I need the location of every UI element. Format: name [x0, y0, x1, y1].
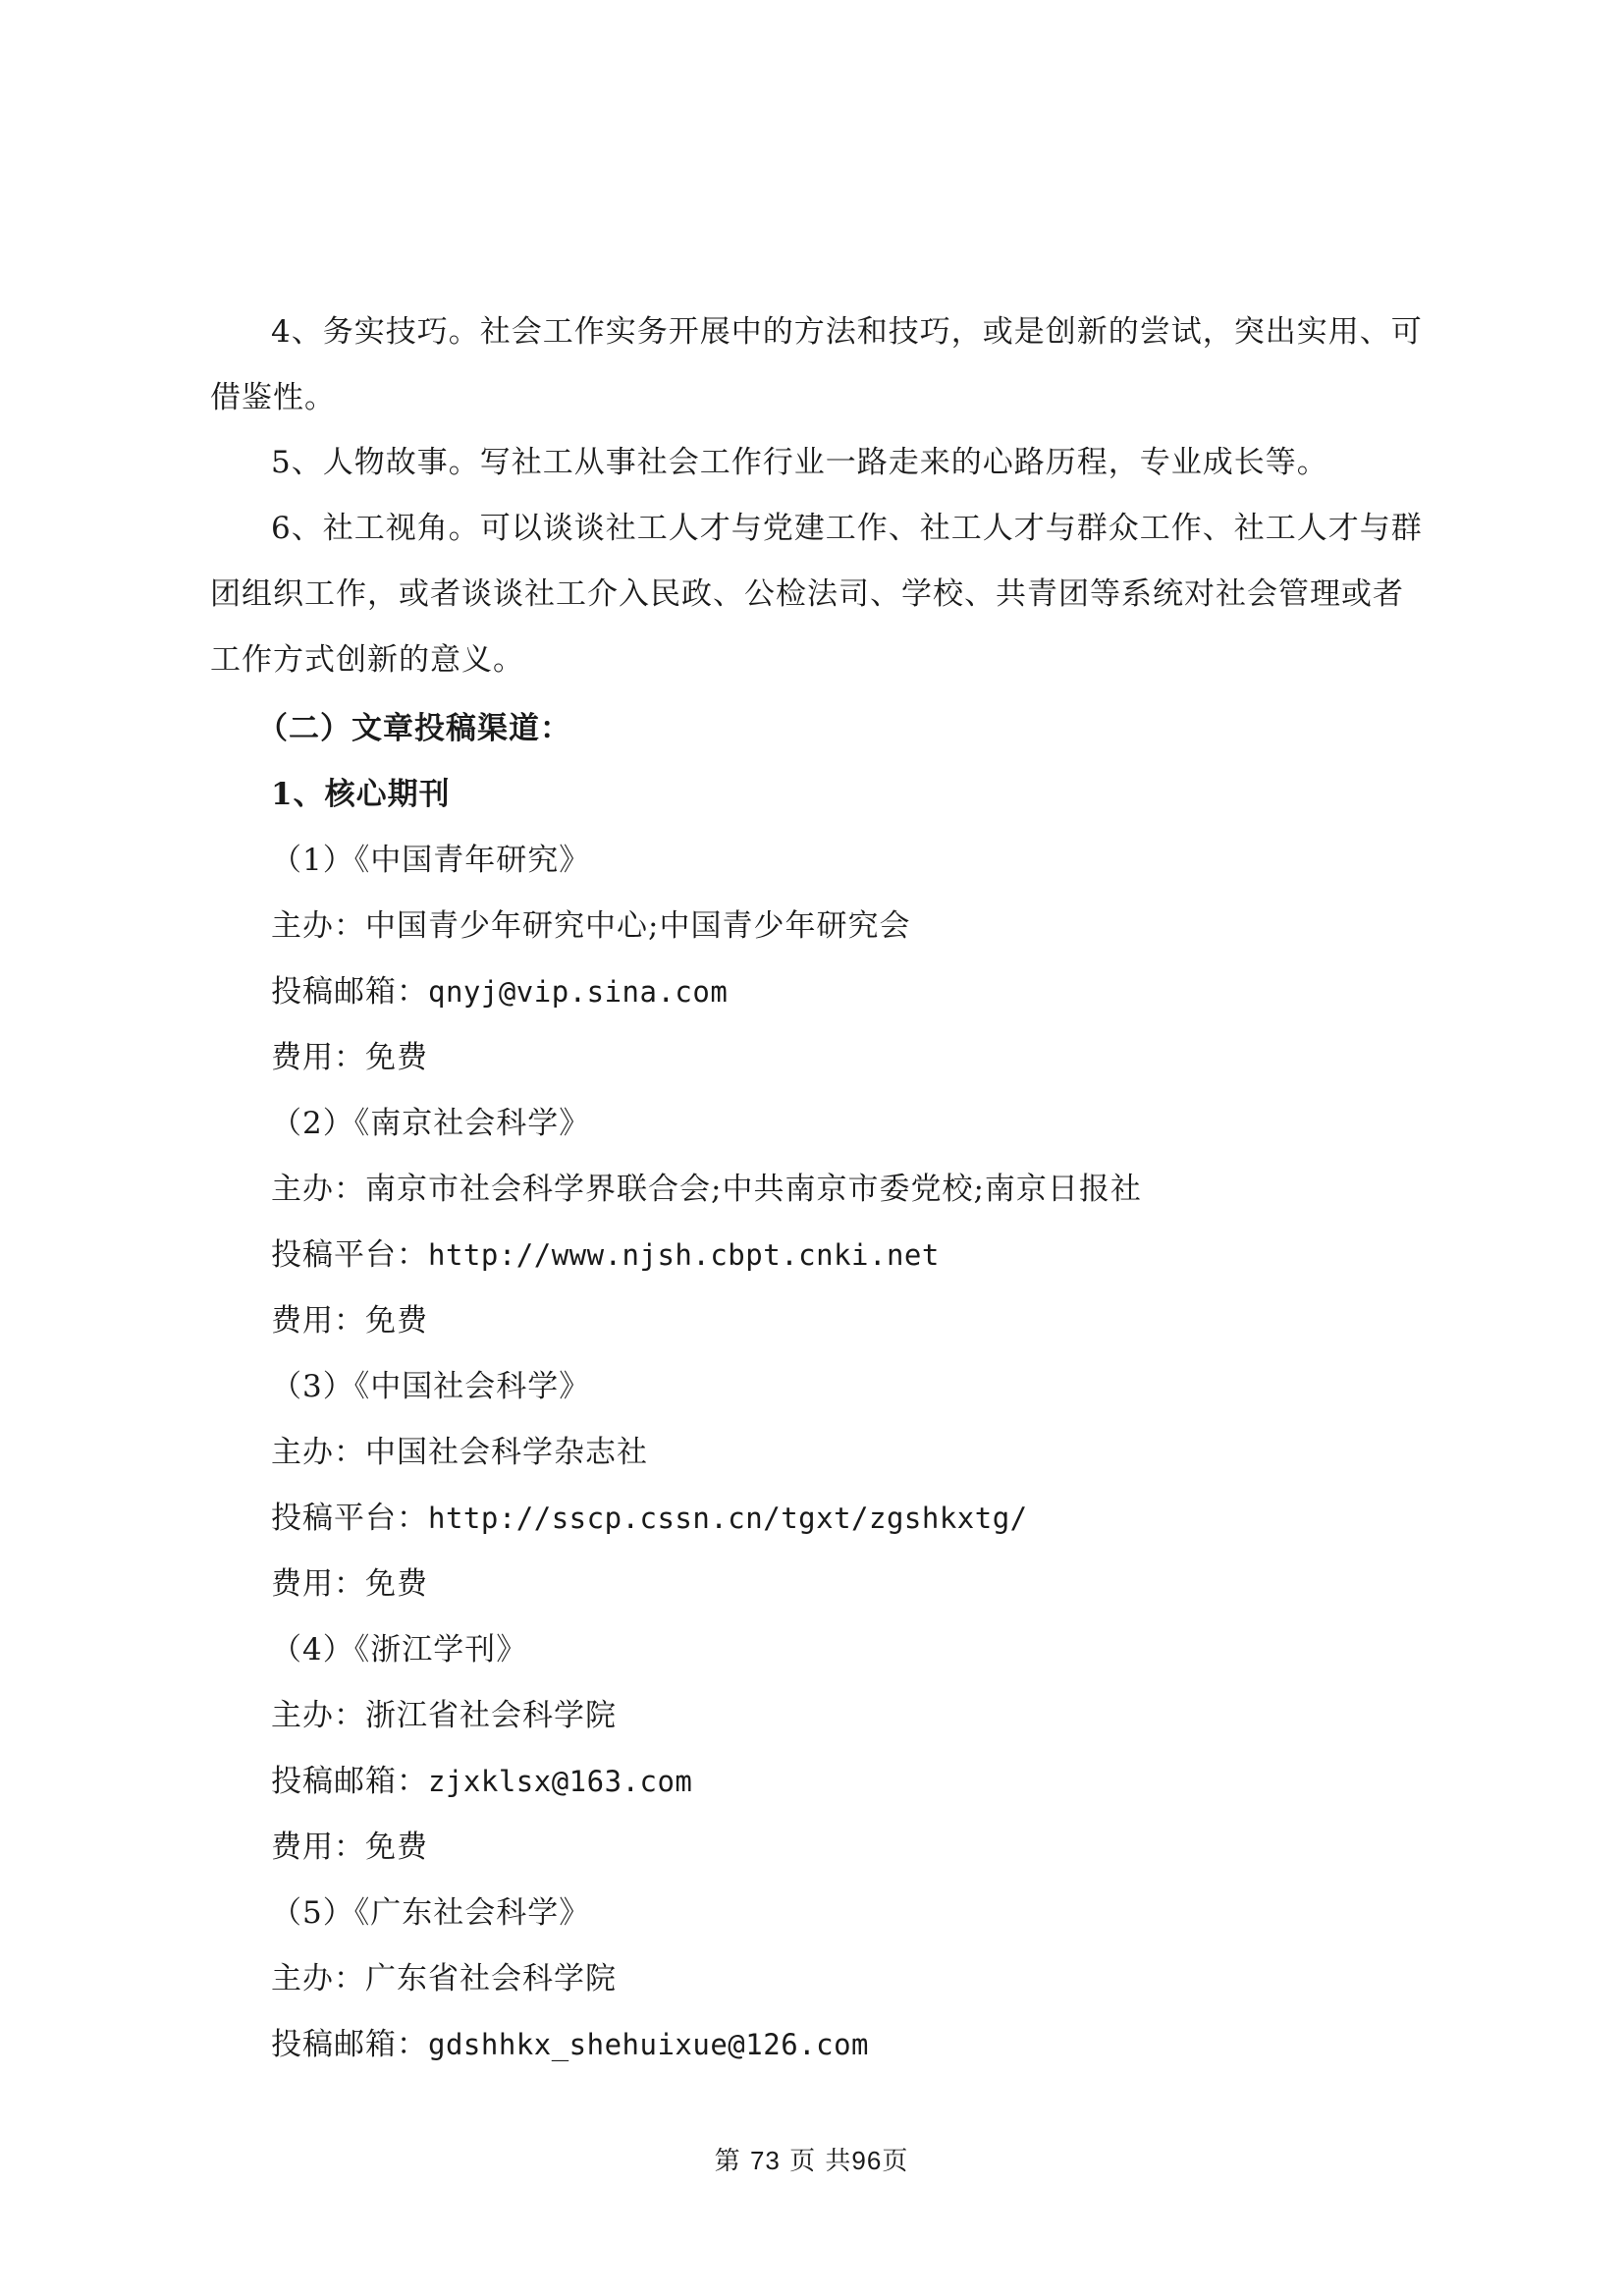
- journal-contact: [271, 1235, 940, 1275]
- host-value: 中国社会科学杂志社: [365, 1435, 648, 1470]
- contact-label: 投稿邮箱：: [271, 974, 428, 1010]
- host-value: 南京市社会科学界联合会;中共南京市委党校;南京日报社: [365, 1172, 1142, 1207]
- fee-value: 免费: [365, 1830, 428, 1865]
- section-heading: （二）文章投稿渠道：: [257, 711, 571, 746]
- fee-label: 费用：: [271, 1040, 365, 1075]
- journal-fee: [271, 1301, 428, 1340]
- journal-title: （4）《浙江学刊》: [271, 1632, 528, 1667]
- journal-title: （3）《中国社会科学》: [271, 1369, 591, 1404]
- journal-host: [271, 1959, 617, 1998]
- total-page-number: 96: [851, 2146, 883, 2175]
- journal-host: [271, 1433, 648, 1472]
- host-value: 广东省社会科学院: [365, 1961, 617, 1996]
- fee-value: 免费: [365, 1040, 428, 1075]
- paragraph-personal-stories: 5、人物故事。写社工从事社会工作行业一路走来的心路历程，专业成长等。: [271, 445, 1328, 480]
- current-page-number: 73: [749, 2146, 781, 2175]
- host-label: 主办：: [271, 1435, 365, 1470]
- sub-heading-core-journals: 1、核心期刊: [271, 777, 451, 812]
- journal-host: [271, 1696, 617, 1735]
- host-label: 主办：: [271, 908, 365, 944]
- host-value: 浙江省社会科学院: [365, 1698, 617, 1733]
- contact-url: http://www.njsh.cbpt.cnki.net: [428, 1238, 940, 1272]
- contact-label: 投稿邮箱：: [271, 1764, 428, 1799]
- contact-label: 投稿平台：: [271, 1237, 428, 1273]
- host-label: 主办：: [271, 1698, 365, 1733]
- fee-label: 费用：: [271, 1830, 365, 1865]
- contact-label: 投稿平台：: [271, 1501, 428, 1536]
- journal-title: （5）《广东社会科学》: [271, 1895, 591, 1931]
- fee-value: 免费: [365, 1566, 428, 1602]
- fee-label: 费用：: [271, 1566, 365, 1602]
- journal-fee: [271, 1038, 428, 1077]
- footer-prefix: 第: [714, 2147, 741, 2176]
- fee-label: 费用：: [271, 1303, 365, 1339]
- fee-value: 免费: [365, 1303, 428, 1339]
- contact-email: gdshhkx_shehuixue@126.com: [428, 2028, 869, 2061]
- host-label: 主办：: [271, 1961, 365, 1996]
- host-label: 主办：: [271, 1172, 365, 1207]
- journal-fee: [271, 1828, 428, 1867]
- journal-host: [271, 906, 910, 946]
- footer-middle: 页 共: [789, 2147, 852, 2176]
- contact-url: http://sscp.cssn.cn/tgxt/zgshkxtg/: [428, 1502, 1028, 1535]
- host-value: 中国青少年研究中心;中国青少年研究会: [365, 908, 911, 944]
- page-footer: [0, 2141, 1623, 2177]
- contact-email: zjxklsx@163.com: [428, 1765, 693, 1798]
- journal-contact: [271, 972, 728, 1011]
- journal-title: （2）《南京社会科学》: [271, 1106, 591, 1141]
- footer-suffix: 页: [882, 2147, 909, 2176]
- paragraph-practical-skills: 4、务实技巧。社会工作实务开展中的方法和技巧，或是创新的尝试，突出实用、可借鉴性。: [210, 314, 1423, 415]
- journal-contact: [271, 1499, 1028, 1538]
- paragraph-social-work-perspective: 6、社工视角。可以谈谈社工人才与党建工作、社工人才与群众工作、社工人才与群团组织工作，或者谈谈社工介入民政、公检法司、学校、共青团等系统对社会管理或者工作方式创新的意义。: [210, 511, 1423, 678]
- journal-contact: [271, 1762, 692, 1801]
- contact-email: qnyj@vip.sina.com: [428, 975, 729, 1009]
- journal-fee: [271, 1564, 428, 1604]
- journal-host: [271, 1170, 1142, 1209]
- contact-label: 投稿邮箱：: [271, 2027, 428, 2062]
- journal-title: （1）《中国青年研究》: [271, 843, 591, 878]
- journal-contact: [271, 2025, 869, 2064]
